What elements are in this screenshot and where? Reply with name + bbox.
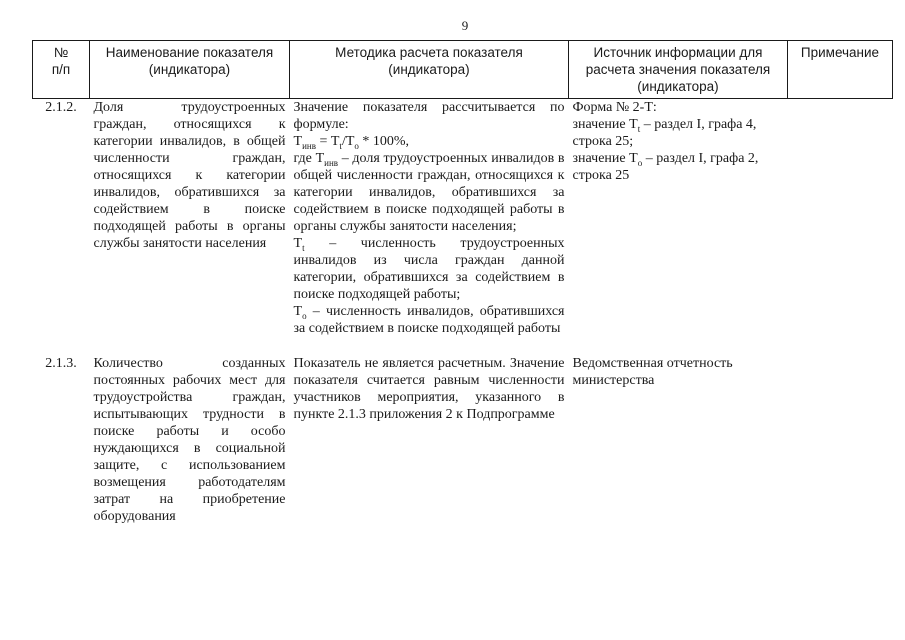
page-number: 9 — [461, 18, 469, 33]
information-source: Ведомственная отчетность министерства — [572, 356, 733, 388]
information-source: Форма № 2-Т: значение $T_t$ – раздел I, графа 4, строка 25; значение $T_o$ – раздел I, графа 2, строка 25 — [572, 100, 759, 183]
table-row — [33, 355, 893, 525]
row-number: 2.1.2. — [45, 100, 77, 115]
col-header-number: № п/п — [33, 41, 90, 99]
indicator-name: Количество созданных постоянных рабочих мест для трудоустройства граждан, испытывающих трудности в поиске работы и особо нуждающихся в социальной защите, с использованием возмещения работодателям затрат на приобретение оборудования — [93, 356, 286, 524]
table-header-row — [33, 41, 893, 99]
indicator-table — [32, 40, 893, 525]
col-header-source: Источник информации для расчета значения показателя (индикатора) — [569, 41, 788, 99]
row-number: 2.1.3. — [45, 356, 77, 371]
col-header-name: Наименование показателя (индикатора) — [90, 41, 290, 99]
calculation-method: Значение показателя рассчитывается по формуле: $T_{инв} = T_t/T_o * 100\%$, где $T_{инв}$ – доля трудоустроенных инвалидов в общей численности граждан, относящихся к категории инвалидов, обратившихся за содействием в поиске подходящей работы в органы службы занятости населения; $T_t$ – численность трудоустроенных инвалидов из числа граждан данной категории, обратившихся за содействием в поиске подходящей работы; $T_o$ – численность инвалидов, обратившихся за содействием в поиске подходящей работы — [293, 100, 565, 336]
note — [788, 99, 893, 338]
col-header-note: Примечание — [788, 41, 893, 99]
note — [788, 355, 893, 525]
col-header-method: Методика расчета показателя (индикатора) — [290, 41, 569, 99]
formula: $T_{инв} = T_t/T_o * 100\%$, — [293, 134, 410, 151]
table-row — [33, 99, 893, 338]
indicator-name: Доля трудоустроенных граждан, относящихся к категории инвалидов, в общей численности граждан, относящихся к категории инвалидов, обратившихся за содействием в поиске подходящей работы в органы службы занятости населения — [93, 100, 286, 251]
calculation-method: Показатель не является расчетным. Значение показателя считается равным численности участников мероприятия, указанного в пункте 2.1.3 приложения 2 к Подпрограмме — [293, 356, 565, 422]
